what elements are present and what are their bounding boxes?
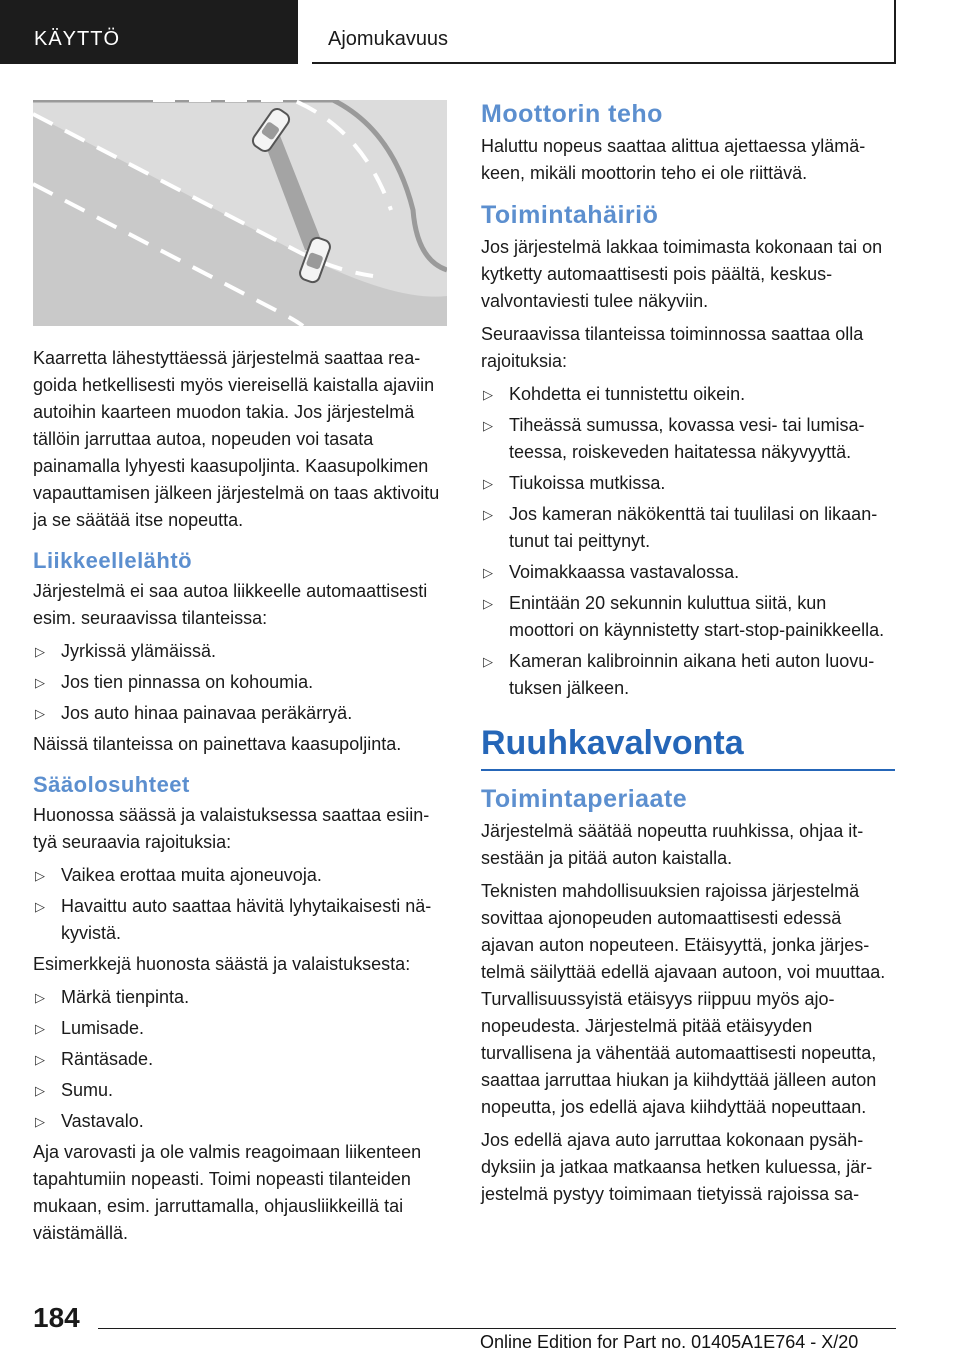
triangle-bullet-icon: ▷ <box>483 507 493 522</box>
right-column <box>481 100 895 1214</box>
liikkeellelahto-after: Näissä tilanteissa on painettava kaasupoljinta. <box>33 734 402 754</box>
list-item: ▷ Enintään 20 sekunnin kuluttua siitä, kun moottori on käynnistetty start-stop-painikkeella. <box>481 590 895 644</box>
header-title: Ajomukavuus <box>328 28 449 50</box>
toimintahairio-text2: Seuraavissa tilanteissa toiminnossa saattaa olla rajoituksia: <box>481 324 864 371</box>
list-item: ▷ Jos kameran näkökenttä tai tuulilasi on likaantunut tai peittynyt. <box>481 501 895 555</box>
footer-edition: Online Edition for Part no. 01405A1E764 - X/20 <box>480 1332 859 1352</box>
heading-toimintahairio: Toimintahäiriö <box>481 201 659 229</box>
triangle-bullet-icon: ▷ <box>35 1114 45 1129</box>
header-section-tab <box>0 0 298 64</box>
left-column <box>33 100 447 1253</box>
triangle-bullet-icon: ▷ <box>35 706 45 721</box>
footer-divider <box>98 1328 896 1329</box>
heading-saaolosuhteet: Sääolosuhteet <box>33 772 190 797</box>
list-item: ▷ Lumisade. <box>33 1015 447 1042</box>
triangle-bullet-icon: ▷ <box>483 387 493 402</box>
list-item: ▷ Sumu. <box>33 1077 447 1104</box>
toimintaperiaate-text: Järjestelmä säätää nopeutta ruuhkissa, ohjaa itsestään ja pitää auton kaistalla. <box>481 821 864 868</box>
triangle-bullet-icon: ▷ <box>35 990 45 1005</box>
triangle-bullet-icon: ▷ <box>483 654 493 669</box>
list-item: ▷ Vastavalo. <box>33 1108 447 1135</box>
curve-paragraph: Kaarretta lähestyttäessä järjestelmä saattaa reagoida hetkellisesti myös viereisellä kaistalla ajaviin autoihin kaarteen muodon takia. Jos järjestelmä tällöin jarruttaa autoa, nopeuden voi tasata painamalla lyhyesti kaasupoljinta. Kaasupolkimen vapauttamisen jälkeen järjestelmä on taas aktivoitu ja se säätää itse nopeutta. <box>33 348 440 530</box>
triangle-bullet-icon: ▷ <box>35 1021 45 1036</box>
header-section-label: KÄYTTÖ <box>34 28 121 50</box>
heading-liikkeellelahto: Liikkeellelähtö <box>33 548 193 573</box>
triangle-bullet-icon: ▷ <box>35 644 45 659</box>
triangle-bullet-icon: ▷ <box>483 476 493 491</box>
toimintaperiaate-text3: Jos edellä ajava auto jarruttaa kokonaan pysähdyksiin ja jatkaa matkaansa hetken kuluessa, järjestelmä pystyy toimimaan tietyissä rajoissa sa- <box>481 1130 873 1204</box>
list-item: ▷ Märkä tienpinta. <box>33 984 447 1011</box>
curve-road-illustration <box>33 100 447 326</box>
page-number: 184 <box>33 1302 80 1333</box>
list-item: ▷ Havaittu auto saattaa hävitä lyhytaikaisesti näkyvistä. <box>33 893 447 947</box>
triangle-bullet-icon: ▷ <box>483 418 493 433</box>
moottorin-teho-text: Haluttu nopeus saattaa alittua ajettaessa ylämäkeen, mikäli moottorin teho ei ole riittävä. <box>481 136 866 183</box>
toimintahairio-text: Jos järjestelmä lakkaa toimimasta kokonaan tai on kytketty automaattisesti pois päältä, keskusvalvontaviesti tulee näkyviin. <box>481 237 883 311</box>
list-item: ▷ Jos auto hinaa painavaa peräkärryä. <box>33 700 447 727</box>
header-title-box <box>312 0 896 64</box>
saaolosuhteet-after: Aja varovasti ja ole valmis reagoimaan liikenteen tapahtumiin nopeasti. Toimi nopeasti tilanteiden mukaan, esim. jarruttamalla, ohjausliikkeillä tai väistämällä. <box>33 1142 422 1243</box>
saaolosuhteet-list <box>33 862 447 947</box>
list-item: ▷ Tiheässä sumussa, kovassa vesi- tai lumisateessa, roiskeveden haitatessa näkyvyyttä. <box>481 412 895 466</box>
triangle-bullet-icon: ▷ <box>35 1052 45 1067</box>
toimintaperiaate-text2: Teknisten mahdollisuuksien rajoissa järjestelmä sovittaa ajonopeuden automaattisesti edessä ajavan auton nopeuteen. Etäisyyttä, jonka järjestelmä säilyttää edellä ajavaan autoon, voi muuttaa. Turvallisuussyistä etäisyys riippuu myös ajonopeudesta. Järjestelmä pitää etäisyyden turvallisena ja vähentää automaattisesti nopeutta, saattaa jarruttaa hiukan ja kiihdyttää jälleen auton nopeutta, jos edellä ajava kiihdyttää nopeuttaan. <box>481 881 886 1117</box>
list-item: ▷ Voimakkaassa vastavalossa. <box>481 559 895 586</box>
list-item: ▷ Kohdetta ei tunnistettu oikein. <box>481 381 895 408</box>
heading-moottorin-teho: Moottorin teho <box>481 100 663 128</box>
liikkeellelahto-text: Järjestelmä ei saa autoa liikkeelle automaattisesti esim. seuraavissa tilanteissa: <box>33 581 428 628</box>
saaolosuhteet-text: Huonossa säässä ja valaistuksessa saattaa esiintyä seuraavia rajoituksia: <box>33 805 430 852</box>
chapter-title: Ruuhkavalvonta <box>481 724 895 771</box>
triangle-bullet-icon: ▷ <box>483 596 493 611</box>
weather-examples-list <box>33 984 447 1135</box>
triangle-bullet-icon: ▷ <box>35 899 45 914</box>
list-item: ▷ Räntäsade. <box>33 1046 447 1073</box>
list-item: ▷ Jyrkissä ylämäissä. <box>33 638 447 665</box>
toimintahairio-list <box>481 381 895 702</box>
triangle-bullet-icon: ▷ <box>35 675 45 690</box>
triangle-bullet-icon: ▷ <box>35 1083 45 1098</box>
heading-toimintaperiaate: Toimintaperiaate <box>481 785 688 813</box>
saaolosuhteet-text2: Esimerkkejä huonosta säästä ja valaistuksesta: <box>33 954 411 974</box>
list-item: ▷ Jos tien pinnassa on kohoumia. <box>33 669 447 696</box>
triangle-bullet-icon: ▷ <box>35 868 45 883</box>
list-item: ▷ Tiukoissa mutkissa. <box>481 470 895 497</box>
triangle-bullet-icon: ▷ <box>483 565 493 580</box>
liikkeellelahto-list <box>33 638 447 727</box>
list-item: ▷ Vaikea erottaa muita ajoneuvoja. <box>33 862 447 889</box>
list-item: ▷ Kameran kalibroinnin aikana heti auton luovutuksen jälkeen. <box>481 648 895 702</box>
